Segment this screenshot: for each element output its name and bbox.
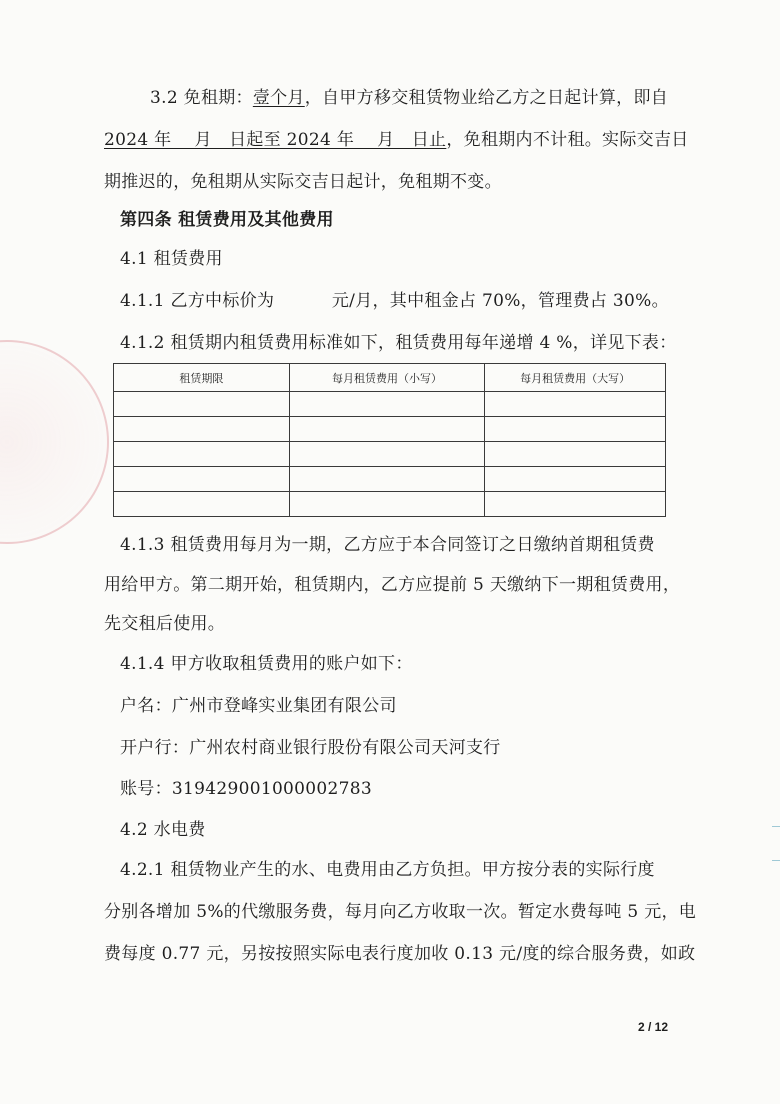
- seal-stamp: [0, 340, 109, 544]
- clause-3-2-line-3: 期推迟的，免租期从实际交吉日起计，免租期不变。: [104, 172, 502, 192]
- table-cell: [485, 417, 666, 442]
- table-cell: [485, 492, 666, 517]
- header-lease-term: 租赁期限: [114, 364, 290, 392]
- clause-4-1-2: 4.1.2 租赁期内租赁费用标准如下，租赁费用每年递增 4 %，详见下表：: [120, 333, 677, 353]
- rent-free-period-dates: 2024 年 月 日起至 2024 年 月 日止: [104, 130, 447, 150]
- clause-4-1-heading: 4.1 租赁费用: [120, 249, 223, 269]
- table-cell: [114, 467, 290, 492]
- clause-4-2-heading: 4.2 水电费: [120, 820, 206, 840]
- clause-4-1-3-line-3: 先交租后使用。: [104, 614, 226, 634]
- table-cell: [114, 417, 290, 442]
- rent-schedule-table: [113, 363, 666, 517]
- clause-3-2-text-2: ，免租期内不计租。实际交吉日: [446, 130, 689, 150]
- account-name: 户名：广州市登峰实业集团有限公司: [120, 696, 397, 716]
- table-cell: [114, 442, 290, 467]
- clause-4-1-3-line-1: 4.1.3 租赁费用每月为一期，乙方应于本合同签订之日缴纳首期租赁费: [120, 535, 655, 555]
- table-cell: [289, 492, 485, 517]
- article-4-heading: 第四条 租赁费用及其他费用: [120, 210, 334, 230]
- table-cell: [289, 417, 485, 442]
- clause-4-2-1-line-3: 费每度 0.77 元，另按按照实际电表行度加收 0.13 元/度的综合服务费，如政: [104, 944, 696, 964]
- table-cell: [485, 392, 666, 417]
- table-row: [114, 417, 666, 442]
- clause-4-1-3-line-2: 用给甲方。第二期开始，租赁期内，乙方应提前 5 天缴纳下一期租赁费用，: [104, 575, 681, 595]
- clause-3-2-line-1: [150, 86, 668, 110]
- table-header-row: [114, 364, 666, 392]
- table-cell: [485, 442, 666, 467]
- header-monthly-fee-numeric: 每月租赁费用（小写）: [289, 364, 485, 392]
- table-cell: [485, 467, 666, 492]
- scan-edge-mark: [772, 826, 780, 827]
- clause-4-2-1-line-1: 4.2.1 租赁物业产生的水、电费用由乙方负担。甲方按分表的实际行度: [120, 860, 655, 880]
- clause-4-1-1: 4.1.1 乙方中标价为 元/月，其中租金占 70%，管理费占 30%。: [120, 291, 669, 311]
- clause-3-2-text: ，自甲方移交租赁物业给乙方之日起计算，即自: [304, 88, 669, 108]
- table-row: [114, 492, 666, 517]
- rent-free-term: 壹个月: [252, 88, 305, 108]
- table-cell: [114, 392, 290, 417]
- clause-4-2-1-line-2: 分别各增加 5%的代缴服务费，每月向乙方收取一次。暂定水费每吨 5 元，电: [104, 902, 697, 922]
- clause-3-2-line-2: [104, 128, 689, 152]
- scan-edge-mark: [772, 860, 780, 861]
- page-number: 2 / 12: [638, 1020, 669, 1034]
- clause-3-2-label: 3.2 免租期：: [150, 88, 253, 108]
- table-row: [114, 467, 666, 492]
- table-cell: [289, 442, 485, 467]
- table-cell: [289, 392, 485, 417]
- table-cell: [289, 467, 485, 492]
- clause-4-1-4-intro: 4.1.4 甲方收取租赁费用的账户如下：: [120, 654, 413, 674]
- table-row: [114, 442, 666, 467]
- account-number: 账号：319429001000002783: [120, 779, 372, 799]
- table-cell: [114, 492, 290, 517]
- table-row: [114, 392, 666, 417]
- bank-name: 开户行：广州农村商业银行股份有限公司天河支行: [120, 738, 501, 758]
- header-monthly-fee-written: 每月租赁费用（大写）: [485, 364, 666, 392]
